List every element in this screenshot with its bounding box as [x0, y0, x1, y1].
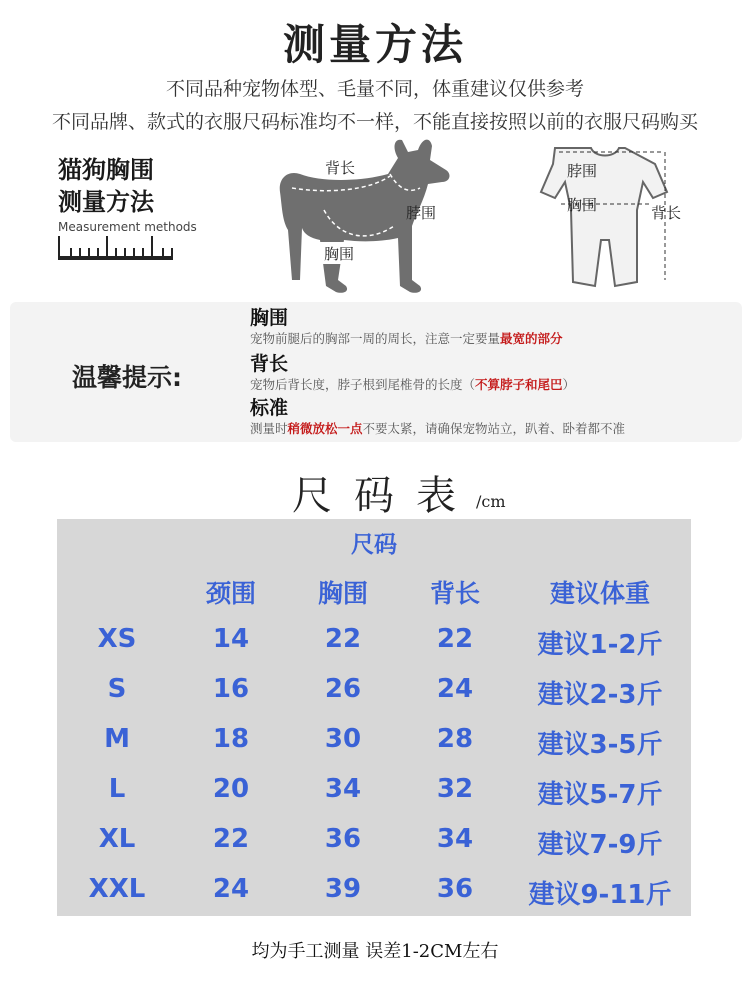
table-cell: 36 [436, 874, 474, 904]
size-label: M [104, 724, 130, 754]
tip-chest [250, 306, 563, 348]
table-cell: 28 [436, 724, 474, 754]
table-cell: 18 [212, 724, 250, 754]
note-weight: 不同品种宠物体型、毛量不同，体重建议仅供参考 [165, 78, 584, 100]
shirt-label-chest: 胸围 [567, 196, 598, 214]
column-header: 建议体重 [549, 579, 650, 608]
column-header: 颈围 [205, 579, 256, 608]
method-subtitle: Measurement methods [58, 220, 197, 234]
size-label: XS [97, 624, 137, 654]
table-cell: 建议5-7斤 [537, 780, 663, 810]
shirt-diagram [505, 140, 705, 295]
tips-heading: 温馨提示: [72, 363, 182, 392]
tip-highlight: 最宽的部分 [500, 331, 563, 346]
table-cell: 34 [436, 824, 474, 854]
table-cell: 20 [212, 774, 250, 804]
table-cell: 建议7-9斤 [537, 830, 663, 860]
table-cell: 30 [324, 724, 362, 754]
tip-title: 标准 [250, 397, 289, 419]
tip-back [250, 352, 575, 394]
size-label: L [108, 774, 126, 804]
footer-note: 均为手工测量 误差1-2CM左右 [251, 941, 499, 962]
tip-text: 宠物前腿后的胸部一周的周长，注意一定要量最宽的部分 [250, 331, 563, 346]
ruler-icon [58, 238, 173, 268]
table-cell: 建议1-2斤 [537, 630, 663, 660]
table-cell: 36 [324, 824, 362, 854]
dog-diagram [270, 130, 460, 305]
table-cell: 34 [324, 774, 362, 804]
size-table-unit: /cm [476, 492, 506, 511]
tip-highlight: 稍微放松一点 [287, 421, 363, 436]
column-header: 胸围 [317, 579, 368, 608]
shirt-label-back: 背长 [651, 204, 682, 222]
table-cell: 32 [436, 774, 474, 804]
size-label: XL [98, 824, 136, 854]
tips-panel [10, 302, 742, 442]
tip-title: 背长 [250, 353, 289, 375]
tip-text: 测量时稍微放松一点不要太紧，请确保宠物站立，趴着、卧着都不准 [250, 421, 626, 436]
table-cell: 24 [212, 874, 250, 904]
method-block [58, 154, 197, 268]
tip-standard [250, 396, 625, 438]
table-cell: 22 [212, 824, 250, 854]
tip-highlight: 不算脖子和尾巴 [475, 377, 563, 392]
shirt-outline-icon [541, 148, 667, 286]
tip-title: 胸围 [250, 307, 289, 329]
table-cell: 22 [436, 624, 474, 654]
column-header: 背长 [429, 579, 480, 608]
table-cell: 24 [436, 674, 474, 704]
size-table-title: 尺码表 [292, 473, 478, 519]
method-title-1: 猫狗胸围 [58, 156, 154, 184]
table-cell: 22 [324, 624, 362, 654]
note-brand: 不同品牌、款式的衣服尺码标准均不一样，不能直接按照以前的衣服尺码购买 [51, 111, 698, 133]
dog-label-neck: 脖围 [406, 204, 437, 222]
table-cell: 建议9-11斤 [528, 880, 672, 910]
page-title: 测量方法 [282, 20, 467, 69]
size-table-header: 尺码 [351, 532, 397, 558]
table-cell: 26 [324, 674, 362, 704]
table-cell: 14 [212, 624, 250, 654]
table-cell: 建议2-3斤 [537, 680, 663, 710]
dog-label-chest: 胸围 [324, 245, 355, 263]
size-label: S [107, 674, 127, 704]
table-cell: 16 [212, 674, 250, 704]
shirt-label-neck: 脖围 [567, 162, 598, 180]
size-label: XXL [88, 874, 146, 904]
dog-label-back: 背长 [325, 159, 356, 177]
tip-text: 宠物后背长度，脖子根到尾椎骨的长度（不算脖子和尾巴） [250, 377, 576, 392]
method-title-2: 测量方法 [58, 188, 154, 216]
table-cell: 39 [324, 874, 362, 904]
table-cell: 建议3-5斤 [537, 730, 663, 760]
